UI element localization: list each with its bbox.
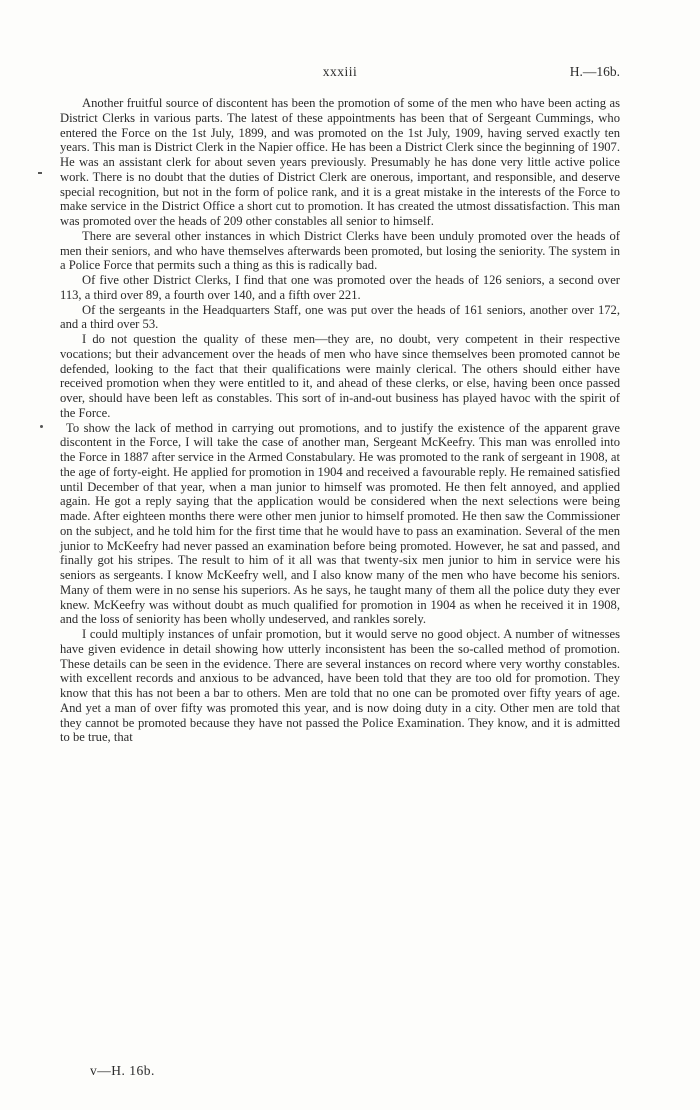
paragraph-unfair-promotion: I could multiply instances of unfair promotion, but it would serve no good object. A number of witnesses have given evidence in detail showing how utterly inconsistent has been the so-called method of promotion. These details can be seen in the evidence. There are several instances on record where very worthy constables. with excellent records and anxious to be advanced, have been told that they are too old for promotion. They know that this has not been a bar to others. Men are told that no one can be promoted over fifty years of age. And yet a man of over fifty was promoted this year, and is now doing duty in a city. Other men are told that they cannot be promoted because they have not passed the Police Examination. They know, and it is admitted to be true, that xyxy=(60,627,620,745)
paragraph-quality-of-men: I do not question the quality of these men—they are, no doubt, very competent in their respective vocations; but their advancement over the heads of men who have since themselves been promoted cannot be defended, looking to the fact that their qualifications were mainly clerical. The others should either have received promotion when they were entitled to it, and ahead of these clerks, or else, having been once passed over, should have been left as constables. This sort of in-and-out business has played havoc with the spirit of the Force. xyxy=(60,332,620,420)
paragraph-five-clerks: Of five other District Clerks, I find that one was promoted over the heads of 126 seniors, a second over 113, a third over 89, a fourth over 140, and a fifth over 221. xyxy=(60,273,620,302)
page-signature: v—H. 16b. xyxy=(90,1063,155,1078)
paragraph-headquarters-staff: Of the sergeants in the Headquarters Staff, one was put over the heads of 161 seniors, another over 172, and a third over 53. xyxy=(60,302,620,332)
paragraph-mckeefry-case: To show the lack of method in carrying out promotions, and to justify the existence of the apparent grave discontent in the Force, I will take the case of another man, Sergeant McKeefry. This man was enrolled into the Force in 1887 after service in the Armed Constabulary. He was promoted to the rank of sergeant in 1908, at the age of forty-eight. He applied for promotion in 1904 and received a favourable reply. He remained satisfied until December of that year, when a man junior to himself was promoted. He then felt annoyed, and applied again. He got a reply saying that the application would be considered when the next selections were being made. After eighteen months there were other men junior to himself promoted. He then saw the Commissioner on the subject, and he told him for the first time that he would have to pass an examination. Several of the men junior to McKeefry had never passed an examination before being promoted. However, he sat and passed, and finally got his stripes. The result to him of it all was that twenty-six men junior to him in service were his seniors as sergeants. I know McKeefry well, and I also know many of the men who have become his seniors. Many of them were in no sense his superiors. As he says, he taught many of them all the police duty they ever knew. McKeefry was without doubt as much qualified for promotion in 1904 as when he received it in 1908, and the loss of seniority has been wholly undeserved, and rankles sorely. xyxy=(60,420,620,627)
paragraph-unduly-promoted: There are several other instances in which District Clerks have been unduly promoted over the heads of men their seniors, and who have themselves afterwards been promoted, but losing the seniority. The system in a Police Force that permits such a thing as this is radically bad. xyxy=(60,228,620,273)
report-body xyxy=(60,96,620,745)
margin-mark xyxy=(40,425,43,428)
series-reference: H.—16b. xyxy=(569,64,620,79)
margin-mark xyxy=(38,172,42,174)
page-header xyxy=(60,64,620,84)
page-number: xxxiii xyxy=(322,64,358,79)
paragraph-district-clerks: Another fruitful source of discontent has been the promotion of some of the men who have been acting as District Clerks in various parts. The latest of these appointments has been that of Sergeant Cummings, who entered the Force on the 1st July, 1899, and was promoted on the 1st July, 1909, having served exactly ten years. This man is District Clerk in the Napier office. He has been a District Clerk since the beginning of 1907. He was an assistant clerk for about seven years previously. Presumably he has done very little active police work. There is no doubt that the duties of District Clerk are onerous, important, and responsible, and deserve special recognition, but not in the form of police rank, and it is a great mistake in the interests of the Force to make service in the District Office a short cut to promotion. It has created the utmost dissatisfaction. This man was promoted over the heads of 209 other constables all senior to himself. xyxy=(60,96,620,228)
